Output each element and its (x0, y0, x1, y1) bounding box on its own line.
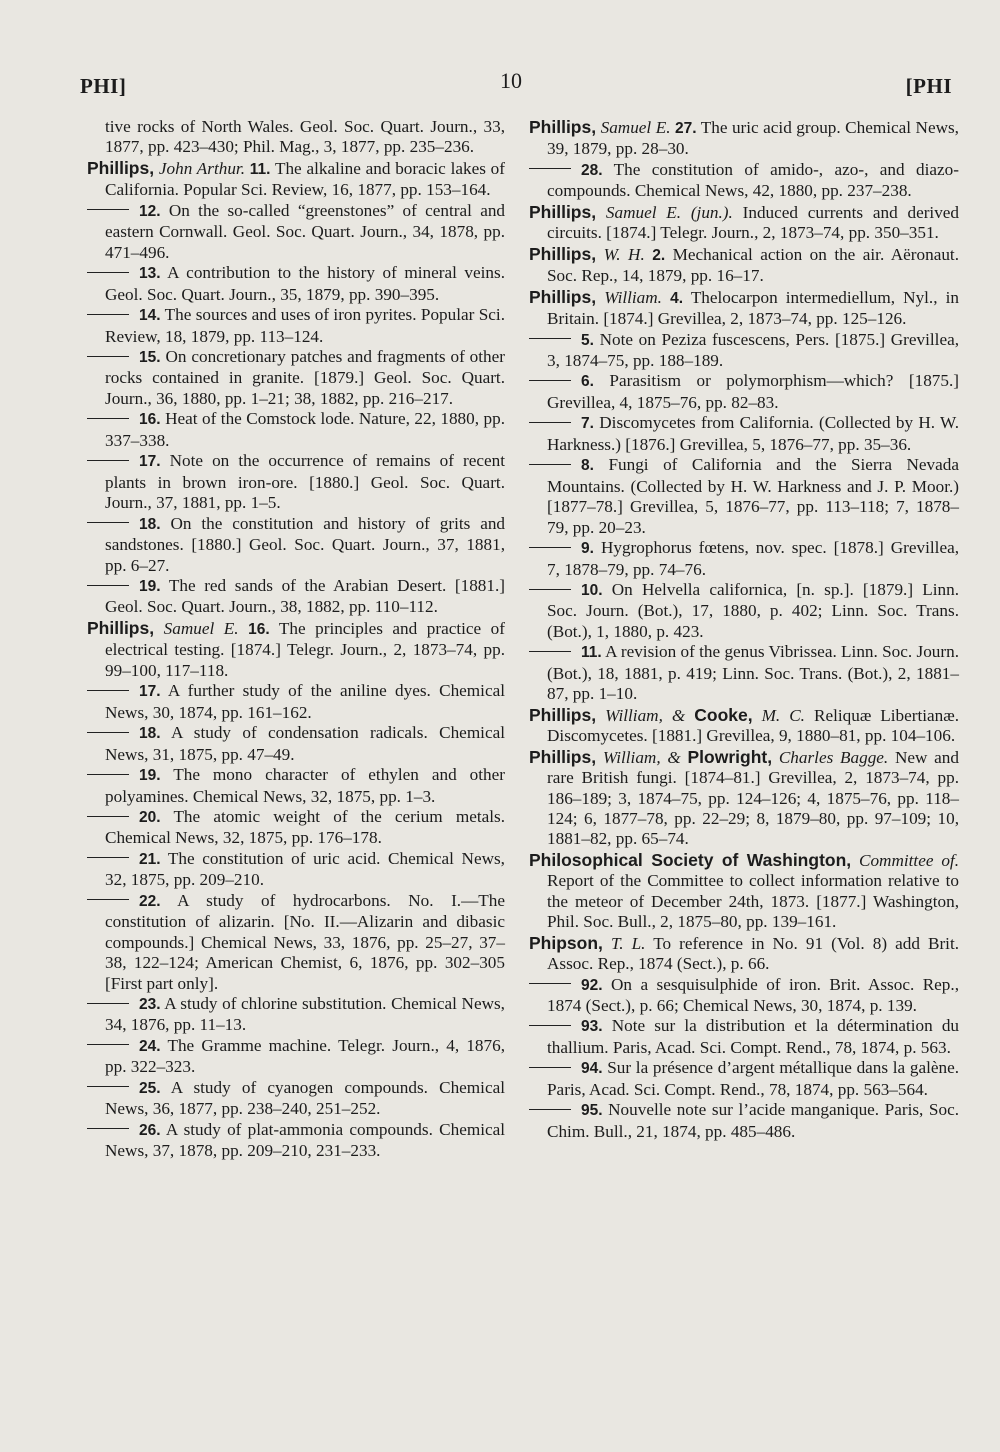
entry-text: The constitution of amido-, azo-, and diazo-compounds. Chemical News, 42, 1880, pp. 237–238. (547, 159, 959, 201)
entry-text: A study of hydrocarbons. No. I.—The constitution of alizarin. [No. II.—Alizarin and dibasic compounds.] Chemical News, 33, 1876, pp. 25–27, 37–38, 122–124; American Chemist, 6, 1876, pp. 302–305 [First part only]. (105, 890, 505, 993)
entry-text: Note sur la distribution et la détermination du thallium. Paris, Acad. Sci. Compt. Rend., 78, 1874, p. 563. (547, 1016, 960, 1057)
author-surname: Phillips, (87, 617, 155, 638)
entry-number: 93. (581, 1018, 603, 1036)
bibliography-entry (529, 160, 959, 202)
entry-number: 21. (139, 850, 161, 868)
bibliography-entry (87, 158, 505, 201)
ditto-dash (529, 464, 571, 465)
header-left-guide: PHI] (80, 74, 127, 98)
entry-text: Note on Peziza fuscescens, Pers. [1875.] Grevillea, 3, 1874–75, pp. 188–189. (547, 329, 959, 370)
entry-text: Report of the Committee to collect information relative to the meteor of December 24th, 1873. [1877.] Washington, Phil. Soc. Bull., 2, 1875–80, pp. 139–161. (547, 871, 959, 932)
bibliography-entry (529, 1100, 959, 1142)
entry-number: 26. (139, 1121, 161, 1139)
bibliography-entry (529, 1016, 959, 1058)
entry-text: A study of chlorine substitution. Chemical News, 34, 1876, pp. 11–13. (105, 994, 505, 1035)
bibliography-entry (529, 538, 959, 580)
bibliography-entry (529, 244, 959, 287)
ditto-dash (87, 272, 129, 273)
bibliography-entry (529, 933, 959, 975)
ditto-dash (87, 899, 129, 900)
ditto-dash (87, 522, 129, 523)
page-number: 10 (500, 68, 522, 93)
entry-number: 15. (139, 348, 161, 366)
ditto-dash (87, 460, 129, 461)
ditto-dash (87, 1044, 129, 1045)
author-given-name: T. L. (610, 933, 646, 953)
coauthor-given-name: M. C. (761, 705, 805, 725)
entry-text: A further study of the aniline dyes. Chemical News, 30, 1874, pp. 161–162. (105, 681, 505, 722)
entry-number: 94. (581, 1060, 603, 1078)
bibliography-entry (87, 765, 505, 807)
bibliography-entry (87, 681, 505, 723)
entry-text: Reliquæ Libertianæ. Discomycetes. [1881.] Grevillea, 9, 1880–81, pp. 104–106. (547, 705, 960, 746)
bibliography-entry (87, 994, 505, 1036)
header-right-guide: [PHI (905, 74, 952, 98)
author-given-name: W. H. (603, 244, 645, 264)
ditto-dash (529, 589, 571, 590)
entry-number: 6. (581, 373, 594, 391)
entry-number: 95. (581, 1102, 603, 1120)
entry-text: Note on the occurrence of remains of recent plants in brown iron-ore. [1880.] Geol. Soc. Quart. Journ., 37, 1881, pp. 1–5. (105, 451, 505, 513)
entry-number: 16. (248, 620, 270, 638)
coauthor-surname: Plowright, (687, 746, 773, 767)
author-surname: Philosophical Society of Washington, (529, 849, 852, 870)
entry-number: 28. (581, 161, 603, 179)
entry-number: 18. (139, 515, 161, 533)
bibliography-entry (87, 409, 505, 451)
bibliography-entry (87, 1078, 505, 1120)
entry-number: 17. (139, 683, 161, 701)
entry-text: A study of condensation radicals. Chemical News, 31, 1875, pp. 47–49. (105, 723, 505, 764)
ditto-dash (87, 356, 129, 357)
bibliography-entry (529, 747, 959, 850)
ditto-dash (529, 547, 571, 548)
entry-text: On a sesquisulphide of iron. Brit. Assoc. Rep., 1874 (Sect.), p. 66; Chemical News, 30, 1874, p. 139. (547, 974, 959, 1016)
entry-text: Induced currents and derived circuits. [1874.] Telegr. Journ., 2, 1873–74, pp. 350–351. (547, 202, 960, 243)
entry-number: 8. (581, 457, 594, 475)
entry-number: 2. (652, 246, 666, 264)
entry-text: Discomycetes from California. (Collected by H. W. Harkness.) [1876.] Grevillea, 5, 1876–77, pp. 35–36. (547, 413, 959, 454)
entry-text: The principles and practice of electrical testing. [1874.] Telegr. Journ., 2, 1873–74, pp. 99–100, 117–118. (105, 618, 505, 680)
ditto-dash (87, 816, 129, 817)
entry-text: The sources and uses of iron pyrites. Popular Sci. Review, 18, 1879, pp. 113–124. (105, 305, 505, 346)
bibliography-entry (87, 451, 505, 513)
entry-text: Fungi of California and the Sierra Nevada Mountains. (Collected by H. W. Harkness and J. P. Moor.) [1877–78.] Grevillea, 5, 1876–77, pp. 113–118; 7, 1878–79, pp. 20–23. (547, 455, 959, 537)
entry-text: tive rocks of North Wales. Geol. Soc. Quart. Journ., 33, 1877, pp. 423–430; Phil. Mag., 3, 1877, pp. 235–236. (105, 117, 505, 157)
entry-number: 92. (581, 976, 603, 994)
bibliography-entry (87, 723, 505, 765)
bibliography-entry (529, 330, 959, 372)
bibliography-entry (87, 618, 505, 681)
entry-text: Heat of the Comstock lode. Nature, 22, 1880, pp. 337–338. (105, 409, 506, 450)
entry-number: 27. (675, 120, 697, 137)
bibliography-entry (529, 371, 959, 413)
author-given-name: Samuel E. (163, 618, 239, 638)
entry-number: 5. (581, 331, 594, 349)
bibliography-entry (529, 580, 959, 642)
bibliography-entry (87, 891, 505, 994)
author-given-name: William. (604, 287, 662, 307)
ditto-dash (87, 690, 129, 691)
entry-number: 19. (139, 767, 161, 785)
entry-number: 20. (139, 808, 161, 826)
bibliography-entry (529, 1058, 959, 1100)
entry-text: A study of plat-ammonia compounds. Chemical News, 37, 1878, pp. 209–210, 231–233. (105, 1119, 506, 1161)
ditto-dash (87, 1003, 129, 1004)
bibliography-entry (529, 850, 959, 933)
right-column (529, 117, 959, 1142)
author-given-name: William, & (605, 705, 686, 725)
entry-number: 9. (581, 540, 594, 558)
author-given-name: Samuel E. (jun.). (605, 202, 733, 222)
entry-number: 22. (139, 892, 161, 910)
ditto-dash (87, 585, 129, 586)
bibliography-entry (529, 642, 959, 704)
bibliography-entry (529, 413, 959, 455)
bibliography-entry (529, 202, 959, 244)
ditto-dash (87, 1128, 129, 1129)
entry-number: 16. (139, 411, 161, 429)
coauthor-given-name: Charles Bagge. (778, 747, 889, 767)
ditto-dash (87, 1086, 129, 1087)
author-given-name: John Arthur. (158, 158, 245, 178)
entry-number: 13. (139, 265, 161, 283)
entry-number: 18. (139, 725, 161, 743)
entry-number: 12. (139, 202, 161, 220)
bibliography-entry (87, 201, 505, 263)
entry-text: The alkaline and boracic lakes of California. Popular Sci. Review, 16, 1877, pp. 153–164. (105, 158, 505, 200)
coauthor-surname: Cooke, (694, 704, 753, 725)
entry-text: On the constitution and history of grits and sandstones. [1880.] Geol. Soc. Quart. Journ., 37, 1881, pp. 6–27. (105, 513, 506, 575)
author-surname: Phillips, (529, 286, 597, 307)
entry-number: 19. (139, 577, 161, 595)
bibliography-entry (529, 705, 959, 747)
bibliography-entry (87, 576, 505, 618)
entry-text: A study of cyanogen compounds. Chemical News, 36, 1877, pp. 238–240, 251–252. (105, 1077, 505, 1119)
entry-number: 24. (139, 1037, 161, 1055)
bibliography-entry (87, 1120, 505, 1162)
entry-number: 11. (581, 644, 602, 662)
bibliography-entry (87, 849, 505, 891)
author-given-name: Committee of. (859, 850, 959, 870)
entry-text: The constitution of uric acid. Chemical News, 32, 1875, pp. 209–210. (105, 848, 505, 890)
entry-text: The atomic weight of the cerium metals. Chemical News, 32, 1875, pp. 176–178. (105, 806, 505, 848)
ditto-dash (529, 983, 571, 984)
bibliography-entry (87, 1036, 505, 1078)
author-surname: Phillips, (529, 746, 597, 767)
ditto-dash (87, 857, 129, 858)
entry-text: On the so-called “greenstones” of central and eastern Cornwall. Geol. Soc. Quart. Journ., 34, 1878, pp. 471–496. (105, 200, 506, 262)
ditto-dash (87, 314, 129, 315)
entry-number: 7. (581, 415, 594, 433)
ditto-dash (529, 651, 571, 652)
author-surname: Phipson, (529, 932, 603, 953)
entry-number: 11. (249, 160, 271, 178)
entry-number: 17. (139, 453, 161, 471)
entry-text: Nouvelle note sur l’acide manganique. Paris, Soc. Chim. Bull., 21, 1874, pp. 485–486. (547, 1100, 959, 1141)
bibliography-entry (529, 287, 959, 330)
bibliography-entry (87, 305, 505, 347)
author-surname: Phillips, (529, 243, 597, 264)
entry-text: Hygrophorus fœtens, nov. spec. [1878.] Grevillea, 7, 1878–79, pp. 74–76. (547, 538, 959, 579)
entry-text: On concretionary patches and fragments of other rocks contained in granite. [1879.] Geol. Soc. Quart. Journ., 36, 1880, pp. 1–21; 38, 1882, pp. 216–217. (105, 346, 505, 408)
ditto-dash (529, 1025, 571, 1026)
ditto-dash (529, 380, 571, 381)
entry-text: Thelocarpon intermediellum, Nyl., in Britain. [1874.] Grevillea, 2, 1873–74, pp. 125–126. (547, 287, 959, 329)
bibliography-entry (529, 455, 959, 538)
entry-text: The uric acid group. Chemical News, 39, 1879, pp. 28–30. (547, 118, 959, 159)
entry-text: New and rare British fungi. [1874–81.] Grevillea, 2, 1873–74, pp. 186–189; 3, 1874–75, pp. 124–126; 4, 1875–76, pp. 118–124; 6, 1877–78, pp. 22–29; 8, 1879–80, pp. 97–109; 10, 1881–82, pp. 65–74. (547, 747, 959, 849)
ditto-dash (87, 732, 129, 733)
ditto-dash (87, 418, 129, 419)
ditto-dash (529, 338, 571, 339)
bibliography-entry (87, 807, 505, 849)
ditto-dash (87, 209, 129, 210)
entry-text: Sur la présence d’argent métallique dans la galène. Paris, Acad. Sci. Compt. Rend., 78, 1874, pp. 563–564. (547, 1058, 959, 1099)
entry-text: The red sands of the Arabian Desert. [1881.] Geol. Soc. Quart. Journ., 38, 1882, pp. 110–112. (105, 575, 505, 617)
entry-text: Parasitism or polymorphism—which? [1875.] Grevillea, 4, 1875–76, pp. 82–83. (547, 371, 959, 412)
bibliography-entry (87, 347, 505, 409)
bibliography-entry (87, 117, 505, 158)
left-column (87, 117, 505, 1162)
bibliography-entry (87, 263, 505, 305)
entry-number: 10. (581, 581, 603, 599)
entry-text: To reference in No. 91 (Vol. 8) add Brit. Assoc. Rep., 1874 (Sect.), p. 66. (547, 933, 960, 974)
ditto-dash (529, 1109, 571, 1110)
ditto-dash (529, 422, 571, 423)
author-surname: Phillips, (529, 201, 597, 222)
entry-number: 4. (670, 289, 684, 307)
entry-number: 23. (139, 996, 161, 1014)
entry-text: A revision of the genus Vibrissea. Linn. Soc. Journ. (Bot.), 18, 1881, p. 419; Linn. Soc. Trans. (Bot.), 2, 1881–87, pp. 1–10. (547, 642, 959, 704)
entry-text: Mechanical action on the air. Aëronaut. Soc. Rep., 14, 1879, pp. 16–17. (547, 244, 959, 286)
entry-text: The mono character of ethylen and other polyamines. Chemical News, 32, 1875, pp. 1–3. (105, 765, 505, 806)
author-given-name: Samuel E. (600, 118, 671, 137)
ditto-dash (87, 774, 129, 775)
entry-text: The Gramme machine. Telegr. Journ., 4, 1876, pp. 322–323. (105, 1035, 505, 1077)
bibliography-entry (529, 117, 959, 160)
author-given-name: William, & (602, 747, 681, 767)
author-surname: Phillips, (87, 157, 155, 178)
entry-number: 14. (139, 307, 161, 325)
author-surname: Phillips, (529, 704, 597, 725)
entry-text: On Helvella californica, [n. sp.]. [1879.] Linn. Soc. Journ. (Bot.), 17, 1880, p. 402; Linn. Soc. Trans. (Bot.), 1, 1880, p. 423. (547, 579, 960, 641)
ditto-dash (529, 1067, 571, 1068)
ditto-dash (529, 168, 571, 169)
bibliography-entry (529, 975, 959, 1017)
running-header (80, 68, 952, 108)
author-surname: Phillips, (529, 117, 597, 137)
bibliography-entry (87, 514, 505, 576)
entry-text: A contribution to the history of mineral veins. Geol. Soc. Quart. Journ., 35, 1879, pp. 390–395. (105, 263, 505, 304)
entry-number: 25. (139, 1079, 161, 1097)
